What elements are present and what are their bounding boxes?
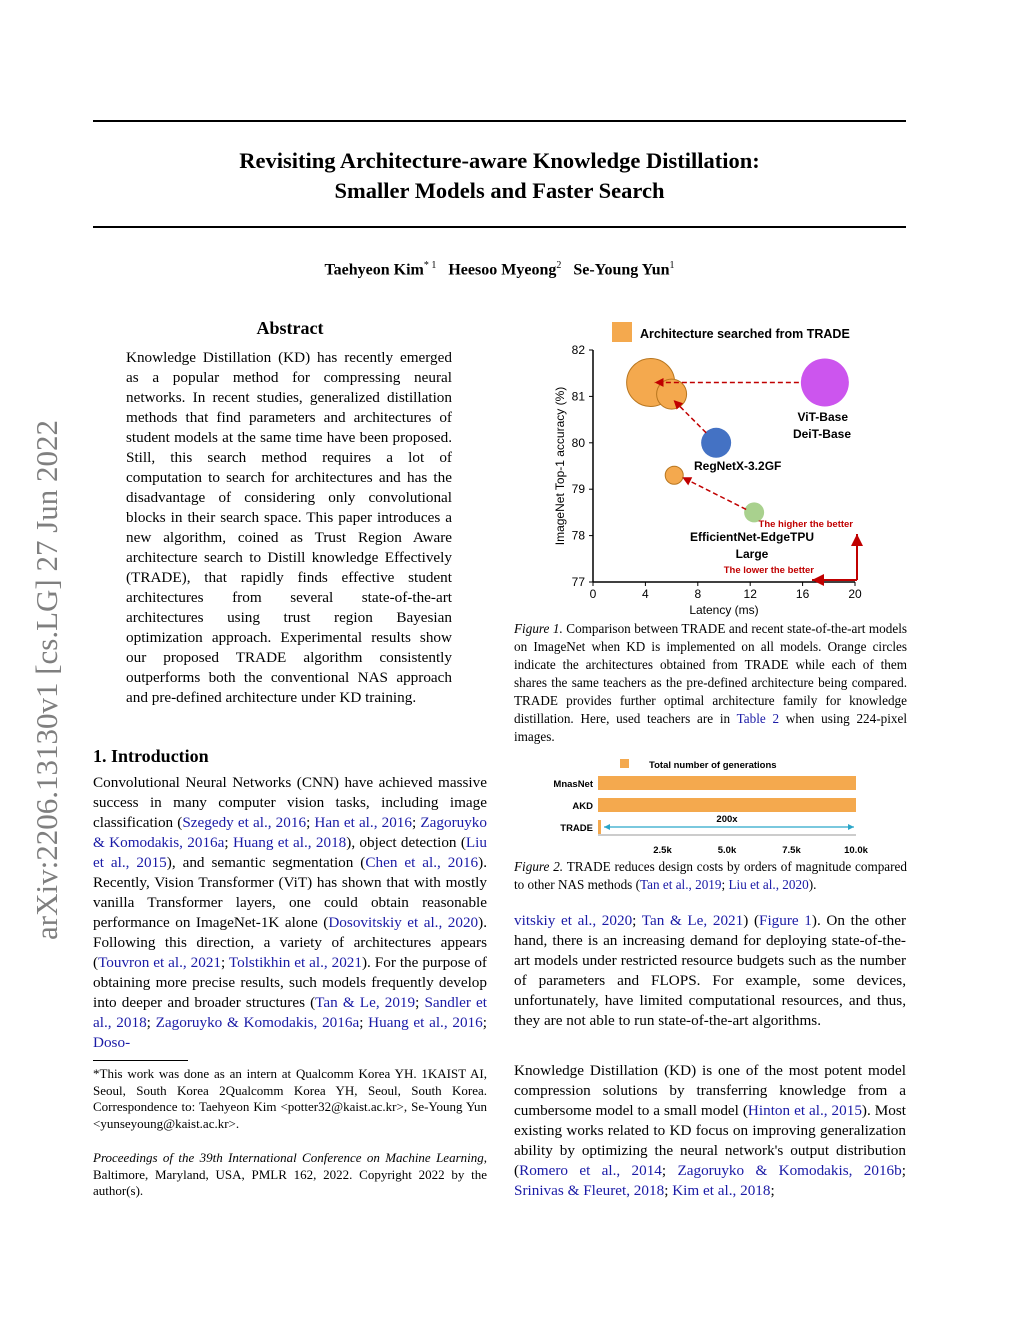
author-affiliation: 1 (669, 260, 675, 271)
x-tick-label: 4 (642, 587, 649, 601)
bar-category-label: MnasNet (553, 779, 593, 790)
paragraph-text: ; (482, 1014, 487, 1031)
citation-link[interactable]: Doso- (93, 1034, 131, 1051)
citation-link[interactable]: Dosovitskiy et al., 2020 (328, 914, 479, 931)
citation-link[interactable]: Huang et al., 2016 (368, 1014, 483, 1031)
figure-1-caption-text: Comparison between TRADE and recent state-of-the-art models on ImageNet when KD is implemented on all models. Orange circles indicate the architectures obtained from TRADE while each of them shares the same teachers as the pre-defined architecture being compared. TRADE provides further optimal architecture family for knowledge distillation. Here, used teachers are in (514, 621, 908, 726)
legend-label: Total number of generations (649, 760, 777, 771)
paragraph-text: ). Recently, Vision Transformer (ViT) has shown that with mostly vanilla Transformer layers, one could obtain reasonable performance on ImageNet-1K alone ( (93, 854, 487, 931)
y-tick-label: 79 (571, 482, 585, 497)
paragraph-text: ; (661, 1162, 678, 1179)
paragraph-text: ; (770, 1182, 775, 1199)
legend-swatch (612, 322, 632, 342)
footnote-rule (93, 1060, 188, 1061)
x-tick-label: 7.5k (782, 845, 801, 855)
paragraph-text: ), and semantic segmentation ( (166, 854, 366, 871)
legend-label: Architecture searched from TRADE (640, 327, 850, 341)
author-affiliation: * 1 (423, 260, 437, 271)
bar (598, 820, 601, 834)
proceedings-note (93, 1150, 487, 1200)
x-tick-label: 0 (589, 587, 597, 601)
x-tick-label: 5.0k (717, 845, 737, 855)
citation-link[interactable]: vitskiy et al., 2020 (514, 912, 633, 929)
title-line-2: Smaller Models and Faster Search (334, 178, 665, 203)
citation-link[interactable]: Zagoruyko & Komodakis, 2016b (677, 1162, 902, 1179)
author-name: Taehyeon Kim (324, 261, 424, 279)
paper-title (93, 146, 906, 206)
paragraph-text: ). Following this direction, a variety of architectures appears ( (93, 914, 487, 971)
figure-1-chart (548, 318, 908, 618)
author-name: Heesoo Myeong (448, 261, 557, 279)
right-paragraph-2 (514, 1061, 906, 1201)
citation-link[interactable]: Hinton et al., 2015 (747, 1102, 862, 1119)
x-tick-label: 8 (694, 587, 702, 601)
citation-link[interactable]: Srinivas & Fleuret, 2018 (514, 1182, 665, 1199)
y-tick-label: 78 (571, 528, 585, 543)
title-top-rule (93, 120, 906, 122)
paragraph-text: ). On the other hand, there is an increasing demand for deploying state-of-the-art models under restricted resource budgets such as the number of parameters and FLOPS. For example, some devices, unfortunately, have limited computational resources, and thus, they are not able to run state-of-the-art algorithms. (514, 912, 907, 1029)
figure-2-caption-text: TRADE reduces design costs by orders of magnitude compared to other NAS methods ( (514, 859, 907, 892)
x-tick-label: 10.0k (844, 845, 868, 855)
abstract-body: Knowledge Distillation (KD) has recently emerged as a popular method for compressing neural networks. In recent studies, generalized distillation methods that find parameters and architectures of student models at the same time have been proposed. Still, this search method requires a lot of computation to search for architectures and has the disadvantage of considering only convolutional blocks in their search space. This paper introduces a new algorithm, coined as Trust Region Aware architecture search to Distill knowledge Effectively (TRADE), that rapidly finds effective student architectures from several state-of-the-art architectures using trust region Bayesian optimization approach. Experimental results show our proposed TRADE algorithm consistently outperforms both the conventional NAS approach and pre-defined architecture under KD training. (126, 349, 452, 706)
abstract-heading: Abstract (256, 318, 324, 338)
trade-point (665, 466, 683, 484)
figure-2-chart (548, 755, 908, 855)
citation-link[interactable]: Szegedy et al., 2016 (182, 814, 307, 831)
introduction-heading: 1. Introduction (93, 746, 209, 766)
author-affiliation: 2 (556, 260, 562, 271)
arrow-efficientnet (682, 477, 746, 509)
bar (598, 798, 856, 812)
ratio-arrow-head (848, 824, 854, 830)
paragraph-text: ) ( (743, 912, 760, 929)
baseline-point (801, 358, 849, 406)
paragraph-text: ; (415, 994, 425, 1011)
citation-link[interactable]: Chen et al., 2016 (365, 854, 479, 871)
citation-link[interactable]: Zagoruyko & Komodakis, 2016a (93, 814, 487, 851)
title-bottom-rule (93, 226, 906, 228)
paragraph-text: Convolutional Neural Networks (CNN) have achieved massive success in many computer vision tasks, including image classification ( (93, 774, 487, 831)
paragraph-text: ). Most existing works related to KD focus on improving generalization ability by optimizing the neural network's output distribution ( (514, 1102, 906, 1179)
citation-link[interactable]: Tan et al., 2019 (640, 877, 722, 892)
paragraph-text: ), object detection ( (346, 834, 466, 851)
label-deit-base: DeiT-Base (792, 427, 851, 441)
citation-link[interactable]: Figure 1 (759, 912, 812, 929)
right-paragraph-1 (514, 911, 906, 1031)
author-name: Se-Young Yun (573, 261, 670, 279)
title-line-1: Revisiting Architecture-aware Knowledge Distillation: (239, 148, 760, 173)
bar-category-label: TRADE (560, 823, 593, 834)
x-tick-label: 20 (848, 587, 862, 601)
footnote: *This work was done as an intern at Qualcomm Korea YH. 1KAIST AI, Seoul, South Korea 2Qualcomm Korea YH, Seoul, South Korea. Correspondence to: Taehyeon Kim <potter32@kaist.ac.kr>, Se-Young Yun <yunseyoung@kaist.ac.kr>. (93, 1066, 487, 1131)
paragraph-text: ; (412, 814, 421, 831)
bar (598, 776, 856, 790)
proceedings-details: , Baltimore, Maryland, USA, PMLR 162, 2022. Copyright 2022 by the author(s). (93, 1150, 487, 1198)
y-tick-label: 81 (571, 389, 585, 404)
paragraph-text: ; (632, 912, 642, 929)
arxiv-side-label: arXiv:2206.13130v1 [cs.LG] 27 Jun 2022 (29, 419, 64, 940)
proceedings-venue: Proceedings of the 39th International Conference on Machine Learning (93, 1150, 484, 1165)
label-efficientnet: EfficientNet-EdgeTPU (689, 530, 815, 544)
citation-link[interactable]: Sandler et al., 2018 (93, 994, 487, 1031)
bar-category-label: AKD (572, 801, 593, 812)
citation-link[interactable]: Zagoruyko & Komodakis, 2016a (155, 1014, 360, 1031)
trade-point (657, 379, 687, 409)
figure-1-label: Figure 1. (514, 621, 563, 636)
citation-link[interactable]: Han et al., 2016 (314, 814, 412, 831)
citation-link[interactable]: Tolstikhin et al., 2021 (228, 954, 362, 971)
paragraph-text: ; (901, 1162, 906, 1179)
label-vit-base: ViT-Base (797, 410, 848, 424)
paragraph-text: ; (306, 814, 315, 831)
label-higher-better: The higher the better (758, 519, 853, 530)
citation-link[interactable]: Tan & Le, 2021 (641, 912, 744, 929)
citation-link[interactable]: Tan & Le, 2019 (315, 994, 416, 1011)
x-tick-label: 12 (743, 587, 757, 601)
citation-link[interactable]: Kim et al., 2018 (672, 1182, 771, 1199)
ratio-annotation: 200x (716, 814, 738, 825)
figure-1-caption-end: when using 224-pixel images. (514, 711, 907, 744)
citation-link[interactable]: Romero et al., 2014 (519, 1162, 662, 1179)
citation-link[interactable]: Touvron et al., 2021 (98, 954, 222, 971)
paragraph-text: ; (146, 1014, 156, 1031)
figure-1-caption (514, 620, 907, 746)
figure-2-label: Figure 2. (514, 859, 564, 874)
legend-swatch (620, 759, 629, 768)
citation-link[interactable]: Liu et al., 2015 (93, 834, 487, 871)
y-tick-label: 82 (571, 343, 585, 357)
y-axis-label: ImageNet Top-1 accuracy (%) (553, 386, 567, 546)
label-lower-better: The lower the better (723, 565, 814, 576)
x-axis-label: Latency (ms) (689, 603, 759, 617)
paragraph-text: ; (664, 1182, 673, 1199)
author-list (93, 260, 906, 279)
figure-2-caption: Figure 2. TRADE reduces design costs by orders of magnitude compared to other NAS methods (Tan et al., 2019; Liu et al., 2020). (514, 859, 907, 892)
paragraph-text: ; (224, 834, 233, 851)
paragraph-text: ). For the purpose of obtaining more precise results, such models frequently develop into deeper and broader structures ( (93, 954, 487, 1011)
paragraph-text: ; (359, 1014, 369, 1031)
citation-link[interactable]: Liu et al., 2020 (728, 877, 809, 892)
ratio-arrow-head (604, 824, 610, 830)
y-tick-label: 80 (571, 435, 585, 450)
table-2-link[interactable]: Table 2 (736, 711, 780, 726)
paragraph-text: ; (221, 954, 229, 971)
x-tick-label: 2.5k (653, 845, 672, 855)
paragraph-text: Knowledge Distillation (KD) is one of the most potent model compression solutions by transferring knowledge from a cumbersome model to a small model ( (514, 1062, 906, 1119)
citation-link[interactable]: Huang et al., 2018 (232, 834, 347, 851)
x-tick-label: 16 (795, 587, 810, 601)
introduction-paragraph (93, 773, 487, 1053)
y-tick-label: 77 (571, 575, 585, 589)
label-regnet: RegNetX-3.2GF (694, 459, 782, 473)
label-efficientnet-large: Large (735, 547, 769, 561)
